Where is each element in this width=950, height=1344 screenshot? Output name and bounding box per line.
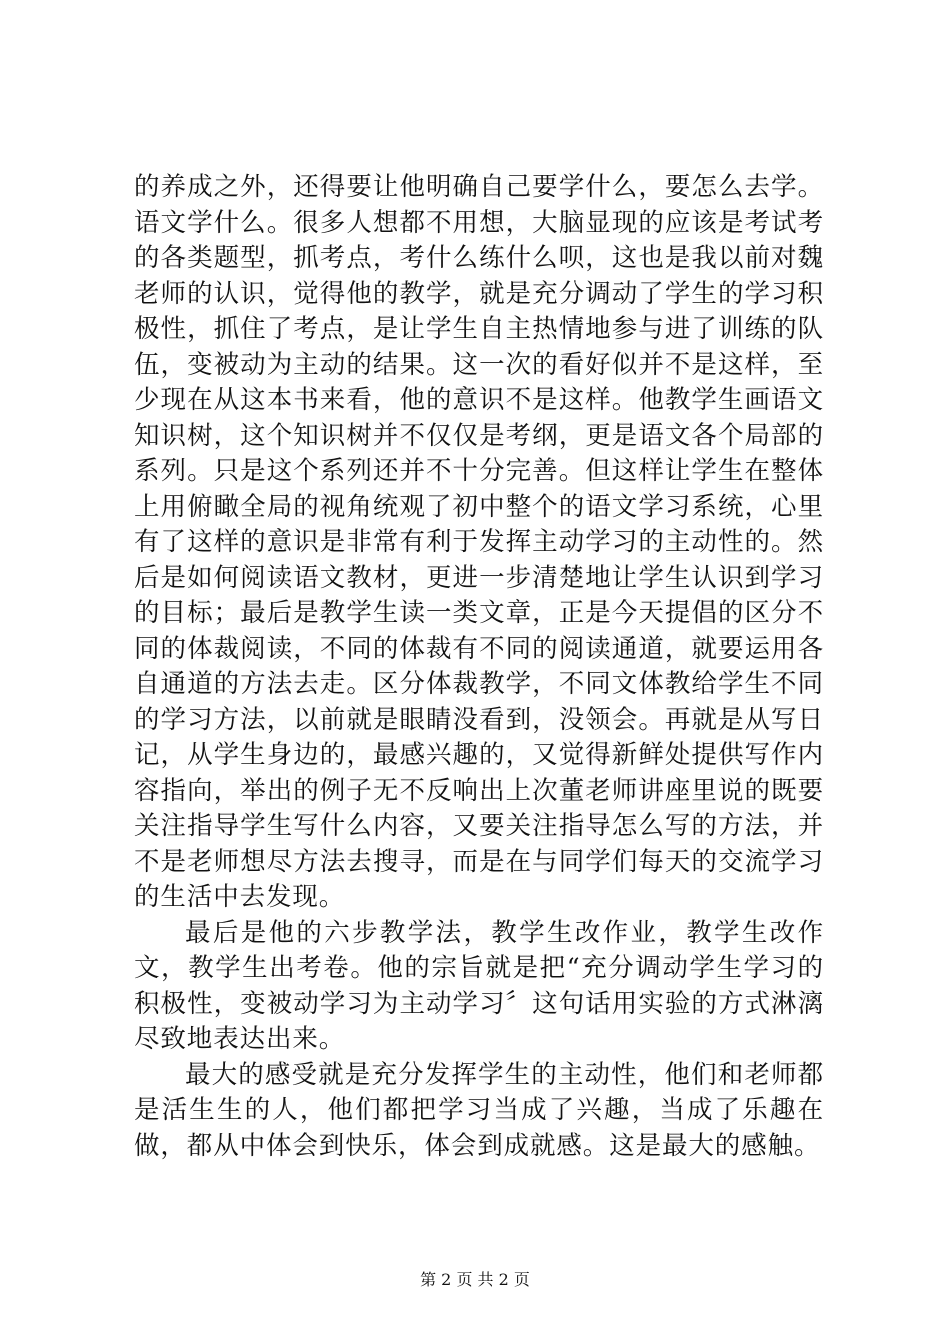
document-body (134, 170, 824, 1164)
paragraph-3: 最大的感受就是充分发挥学生的主动性，他们和老师都是活生生的人，他们都把学习当成了兴趣，当成了乐趣在做，都从中体会到快乐，体会到成就感。这是最大的感触。 (134, 1059, 824, 1161)
paragraph-2: 最后是他的六步教学法，教学生改作业，教学生改作文，教学生出考卷。他的宗旨就是把“充分调动学生学习的积极性，变被动学习为主动学习〞这句话用实验的方式淋漓尽致地表达出来。 (134, 917, 824, 1054)
paragraph-1: 的养成之外，还得要让他明确自己要学什么，要怎么去学。语文学什么。很多人想都不用想，大脑显现的应该是考试考的各类题型，抓考点，考什么练什么呗，这也是我以前对魏老师的认识，觉得他的教学，就是充分调动了学生的学习积极性，抓住了考点，是让学生自主热情地参与进了训练的队伍，变被动为主动的结果。这一次的看好似并不是这样，至少现在从这本书来看，他的意识不是这样。他教学生画语文知识树，这个知识树并不仅仅是考纲，更是语文各个局部的系列。只是这个系列还并不十分完善。但这样让学生在整体上用俯瞰全局的视角统观了初中整个的语文学习系统，心里有了这样的意识是非常有利于发挥主动学习的主动性的。然后是如何阅读语文教材，更进一步清楚地让学生认识到学习的目标；最后是教学生读一类文章，正是今天提倡的区分不同的体裁阅读，不同的体裁有不同的阅读通道，就要运用各自通道的方法去走。区分体裁教学，不同文体教给学生不同的学习方法，以前就是眼睛没看到，没领会。再就是从写日记，从学生身边的，最感兴趣的，又觉得新鲜处提供写作内容指向，举出的例子无不反响出上次董老师讲座里说的既要关注指导学生写什么内容，又要关注指导怎么写的方法，并不是老师想尽方法去搜寻，而是在与同学们每天的交流学习的生活中去发现。 (134, 172, 824, 912)
page-footer: 第 2 页 共 2 页 (420, 1270, 530, 1289)
